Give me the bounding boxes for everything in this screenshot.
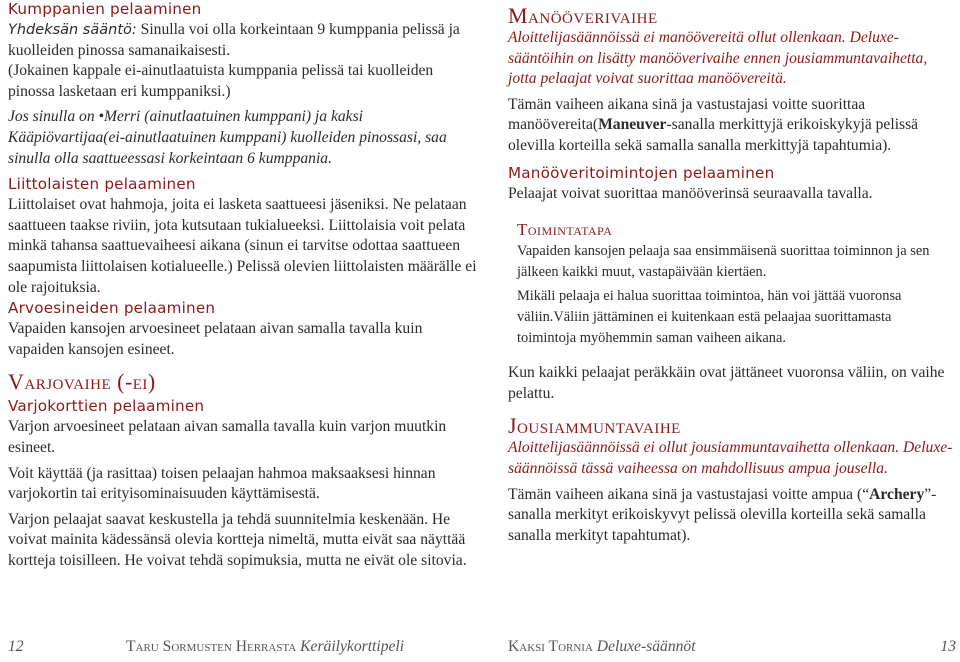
maneuver-paragraph-2: Kun kaikki pelaajat peräkkäin ovat jättäneet vuoronsa väliin, on vaihe pelattu. bbox=[508, 364, 945, 402]
archery-paragraph-1 bbox=[508, 485, 956, 547]
shadow-paragraph-3: Varjon pelaajat saavat keskustella ja tehdä suunnitelmia keskenään. He voivat mainita kädessänsä olevia kortteja nimeltä, mutta eivät saa näyttää kortteja toisilleen. He voivat tehdä sopimuksia, mutta ne eivät ole sitovia. bbox=[8, 510, 467, 569]
nine-rule bbox=[8, 20, 480, 61]
archery-p1-start: Tämän vaiheen aikana sinä ja vastustajasi voitte ampua (“ bbox=[508, 485, 870, 503]
right-column bbox=[508, 0, 956, 546]
nine-rule-text: Sinulla voi olla korkeintaan 9 kumppania pelissä ja kuolleiden pinossa samanaikaisesti. bbox=[8, 21, 460, 59]
maneuver-actions-paragraph: Pelaajat voivat suorittaa manööverinsä seuraavalla tavalla. bbox=[508, 184, 873, 202]
maneuver-p1-start: Tämän vaiheen aikana sinä ja vastustajasi voitte suorittaa manöövereita( bbox=[508, 95, 866, 134]
maneuver-intro: Aloittelijasäännöissä ei manöövereitä ollut ollenkaan. Deluxe-sääntöihin on lisätty manööverivaihe ennen jousiammuntavaihetta, jotta pelaajat voivat suorittaa manöövereitä. bbox=[508, 29, 928, 88]
left-column bbox=[8, 0, 480, 571]
procedure-box-paragraph-1: Vapaiden kansojen pelaaja saa ensimmäisenä suorittaa toiminnon ja sen jälkeen kaikki muut, vastapäivään kiertäen. bbox=[517, 243, 930, 280]
maneuver-p1-end: -sanalla merkittyjä erikoiskykyjä pelissä olevilla korteilla sekä samalla sanalla merkittyjä tapahtumia). bbox=[508, 116, 919, 154]
possessions-heading: Arvoesineiden pelaaminen bbox=[8, 299, 216, 318]
shadow-paragraph-2: Voit käyttää (ja rasittaa) toisen pelaajan hahmoa maksaaksesi hinnan varjokortin tai erityisominaisuuden käyttämisestä. bbox=[8, 464, 436, 503]
merri-example: Jos sinulla on •Merri (ainutlaatuinen kumppani) ja kaksi Kääpiövartijaa(ei-ainutlaatuinen kumppani) kuolleiden pinossasi, saa sinulla olla saattueessasi korkeintaan 6 kumppania. bbox=[8, 108, 447, 167]
right-page-number: 13 bbox=[940, 638, 956, 655]
possessions-paragraph: Vapaiden kansojen arvoesineet pelataan aivan samalla tavalla kuin vapaiden kansojen esineet. bbox=[8, 320, 423, 358]
procedure-box-title: Toimintatapa bbox=[517, 220, 613, 240]
maneuver-actions-heading: Manööveritoimintojen pelaaminen bbox=[508, 163, 775, 182]
shadow-paragraph-1: Varjon arvoesineet pelataan aivan samalla tavalla kuin varjon muutkin esineet. bbox=[8, 418, 447, 456]
left-footer-title-sub: Keräilykorttipeli bbox=[296, 638, 405, 655]
maneuver-phase-heading: Manööverivaihe bbox=[508, 3, 658, 28]
allies-paragraph: Liittolaiset ovat hahmoja, joita ei lasketa saattueesi jäseniksi. Ne pelataan saattueen taakse riviin, jota kutsutaan tukialueeksi. Liittolaisia voit pelata minkä tahansa saattuevaiheesi aikana (sinun ei tarvitse odottaa saattueen saapumista liittolaisen kotialueelle.) Pelissä olevien liittolaisten määrälle ei ole rajoituksia. bbox=[8, 196, 477, 296]
archery-intro: Aloittelijasäännöissä ei ollut jousiammuntavaihetta ollenkaan. Deluxe-säännöissä tässä vaiheessa on mahdollisuus ampua jousella. bbox=[508, 439, 953, 477]
left-footer-title-main: Taru Sormusten Herrasta bbox=[126, 638, 297, 655]
right-footer-title bbox=[508, 637, 696, 657]
archery-keyword: Archery bbox=[869, 485, 925, 503]
archery-phase-heading: Jousiammuntavaihe bbox=[508, 413, 681, 439]
procedure-box-paragraph-2: Mikäli pelaaja ei halua suorittaa toimintoa, hän voi jättää vuoronsa väliin.Väliin jättäminen ei kuitenkaan estä pelaajaa suorittamasta toimintoja myöhemmin saman vaiheen aikana. bbox=[517, 288, 902, 346]
right-footer-title-sub: Deluxe-säännöt bbox=[592, 638, 696, 655]
left-footer-title bbox=[126, 637, 404, 657]
companions-heading: Kumppanien pelaaminen bbox=[8, 0, 202, 18]
right-footer-title-main: Kaksi Tornia bbox=[508, 638, 593, 655]
allies-heading: Liittolaisten pelaaminen bbox=[8, 175, 196, 194]
maneuver-paragraph-1 bbox=[508, 95, 956, 157]
archery-p1-end: ”-sanalla merkityt erikoiskyvyt pelissä olevilla korteilla sekä samalla sanalla merkityt tapahtumat). bbox=[508, 485, 937, 544]
procedure-box bbox=[516, 212, 950, 353]
nine-rule-label: Yhdeksän sääntö: bbox=[8, 22, 137, 38]
maneuver-keyword: Maneuver bbox=[598, 116, 667, 134]
shadow-phase-heading: Varjovaihe (-ei) bbox=[8, 369, 156, 395]
left-page-number: 12 bbox=[8, 638, 24, 655]
nine-rule-note: (Jokainen kappale ei-ainutlaatuista kumppania pelissä tai kuolleiden pinossa lasketaan eri kumppaniksi.) bbox=[8, 62, 434, 100]
shadow-cards-heading: Varjokorttien pelaaminen bbox=[8, 397, 205, 416]
